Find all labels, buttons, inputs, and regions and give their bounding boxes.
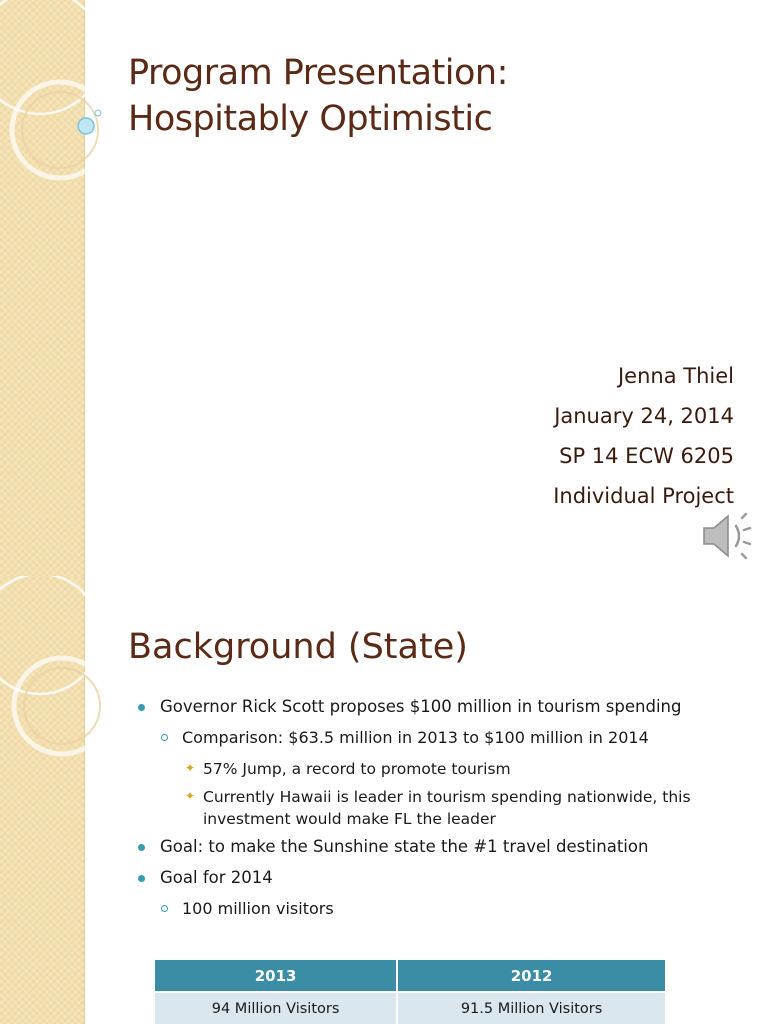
slide-title: Background (State) (128, 627, 468, 667)
visitors-table (155, 960, 665, 1024)
list-item: Governor Rick Scott proposes $100 million in tourism spending (130, 696, 750, 718)
background-slide (0, 576, 768, 1024)
table-cell: 91.5 Million Visitors (397, 992, 665, 1024)
list-item: 100 million visitors (130, 898, 750, 920)
table-header-row (155, 960, 665, 992)
bullet-list (130, 696, 750, 929)
title-line-2: Hospitably Optimistic (128, 99, 493, 139)
table-row (155, 992, 665, 1024)
bullet-star-icon: ✦ (185, 789, 196, 803)
bullet-dot-icon (138, 704, 145, 711)
bullet-dot-icon (138, 875, 145, 882)
decorative-circles-graphic (0, 0, 120, 200)
list-item: ✦ 57% Jump, a record to promote tourism (130, 758, 750, 780)
bullet-circle-icon (161, 734, 168, 741)
presenter-info (553, 356, 734, 516)
title-line-1: Program Presentation: (128, 53, 508, 93)
presenter-name: Jenna Thiel (617, 364, 734, 388)
list-item: Goal for 2014 (130, 867, 750, 889)
course-code: SP 14 ECW 6205 (559, 444, 734, 468)
slide-title (128, 50, 508, 142)
bullet-circle-icon (161, 905, 168, 912)
bullet-dot-icon (138, 844, 145, 851)
bullet-star-icon: ✦ (185, 761, 196, 775)
list-item: Goal: to make the Sunshine state the #1 travel destination (130, 836, 750, 858)
list-item: ✦ Currently Hawaii is leader in tourism spending nationwide, this investment would make FL the leader (130, 786, 750, 830)
decorative-circles-graphic (0, 576, 120, 776)
table-cell: 94 Million Visitors (155, 992, 397, 1024)
list-item: Comparison: $63.5 million in 2013 to $100 million in 2014 (130, 727, 750, 749)
table-header-cell: 2013 (155, 960, 397, 992)
presentation-date: January 24, 2014 (554, 404, 734, 428)
project-type: Individual Project (553, 484, 734, 508)
speaker-icon[interactable] (700, 510, 756, 562)
table-header-cell: 2012 (397, 960, 665, 992)
